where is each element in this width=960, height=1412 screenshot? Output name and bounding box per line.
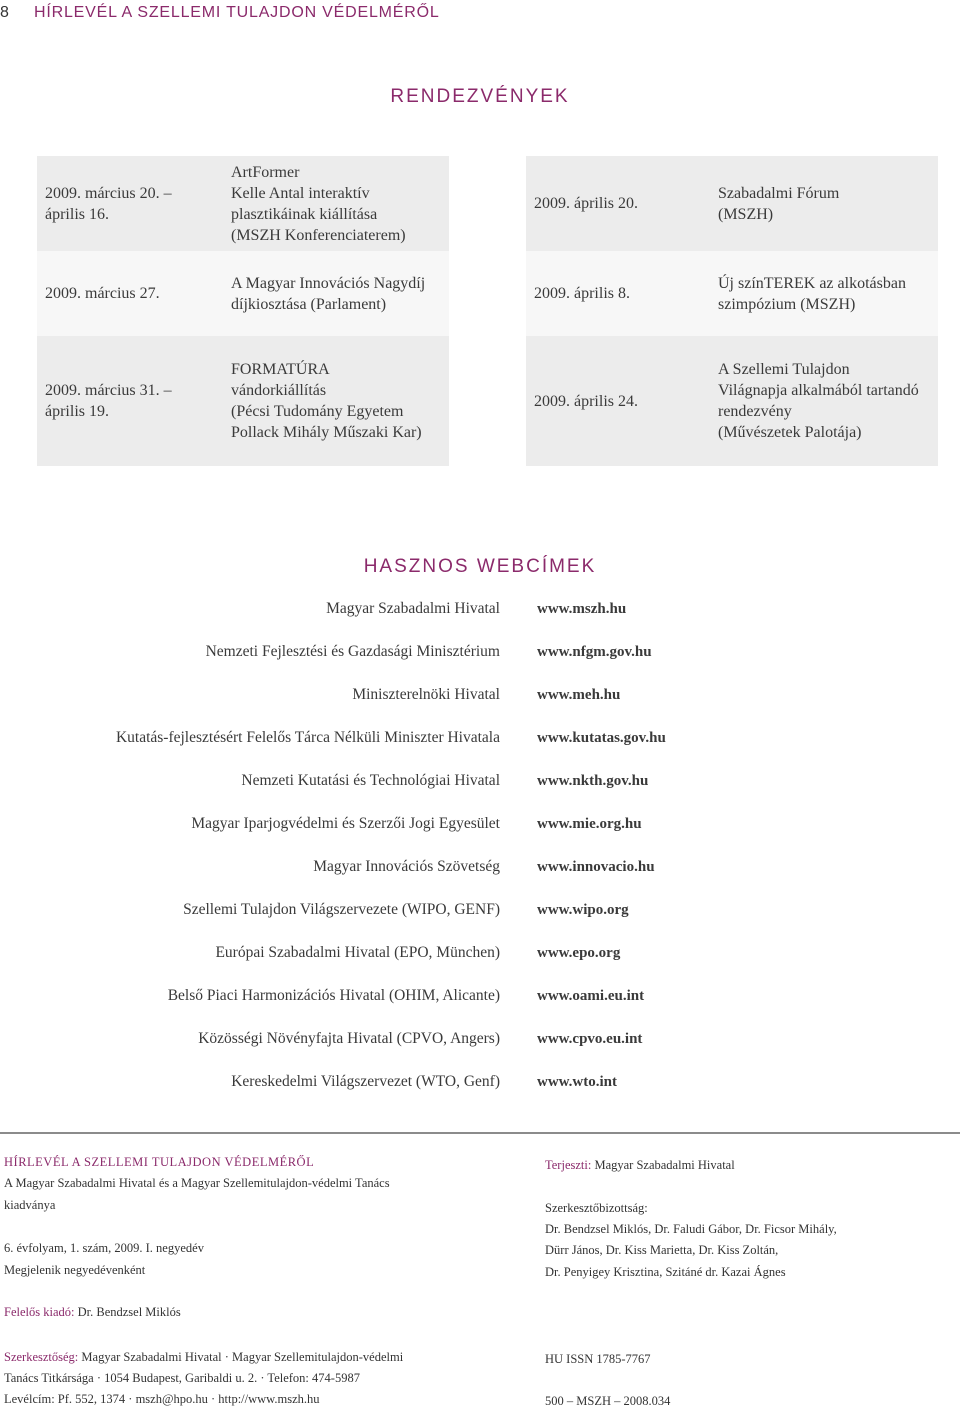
editorial-label: Szerkesztőség: (4, 1350, 79, 1364)
link-organization-name: Nemzeti Fejlesztési és Gazdasági Minisztérium (205, 643, 500, 660)
event-date-cell (37, 336, 217, 466)
distributor-value: Magyar Szabadalmi Hivatal (594, 1158, 735, 1172)
footer-title: HÍRLEVÉL A SZELLEMI TULAJDON VÉDELMÉRŐL (4, 1155, 315, 1169)
footer-distributor (545, 1155, 735, 1176)
event-desc-cell (706, 156, 938, 251)
link-organization-name: Magyar Szabadalmi Hivatal (326, 600, 500, 617)
link-organization-name: Közösségi Növényfajta Hivatal (CPVO, Angers) (198, 1030, 500, 1047)
event-desc-cell (217, 336, 449, 466)
footer-editorial-contact: Levélcím: Pf. 552, 1374 · mszh@hpo.hu · http://www.mszh.hu (4, 1392, 320, 1406)
event-description: A Szellemi Tulajdon Világnapja alkalmából tartandó rendezvény (Művészetek Palotája) (718, 361, 919, 441)
link-organization-name: Magyar Innovációs Szövetség (313, 858, 500, 875)
event-description: FORMATÚRA vándorkiállítás (Pécsi Tudomány Egyetem Pollack Mihály Műszaki Kar) (231, 361, 422, 441)
event-date-cell (37, 251, 217, 336)
publication-header: HÍRLEVÉL A SZELLEMI TULAJDON VÉDELMÉRŐL (34, 4, 440, 21)
link-organization-name: Nemzeti Kutatási és Technológiai Hivatal (241, 772, 500, 789)
footer-publisher: A Magyar Szabadalmi Hivatal és a Magyar Szellemitulajdon-védelmi Tanács (4, 1176, 390, 1190)
event-date-cell (526, 251, 706, 336)
issn: HU ISSN 1785-7767 (545, 1352, 651, 1366)
link-url[interactable]: www.nkth.gov.hu (537, 773, 649, 789)
footer-publisher-cont: kiadványa (4, 1198, 56, 1212)
board-label: Szerkesztőbizottság: (545, 1201, 648, 1215)
link-url[interactable]: www.cpvo.eu.int (537, 1031, 643, 1047)
board-members-3: Dr. Penyigey Krisztina, Szitáné dr. Kazai Ágnes (545, 1265, 786, 1279)
board-members-1: Dr. Bendzsel Miklós, Dr. Faludi Gábor, Dr. Ficsor Mihály, (545, 1222, 837, 1236)
links-heading: HASZNOS WEBCÍMEK (363, 556, 597, 577)
event-description: Új színTEREK az alkotásban szimpózium (MSZH) (718, 274, 906, 313)
link-organization-name: Kutatás-fejlesztésért Felelős Tárca Nélküli Miniszter Hivatala (115, 729, 500, 746)
event-date: 2009. április 24. (534, 392, 638, 410)
event-desc-cell (706, 251, 938, 336)
footer-responsible (4, 1302, 181, 1323)
footer-editorial-address: Tanács Titkársága · 1054 Budapest, Garibaldi u. 2. · Telefon: 474-5987 (4, 1371, 360, 1385)
events-heading: RENDEZVÉNYEK (390, 86, 570, 107)
print-info: 500 – MSZH – 2008.034 (545, 1394, 671, 1408)
event-description: Szabadalmi Fórum (MSZH) (718, 184, 840, 223)
event-date: 2009. április 8. (534, 285, 630, 302)
responsible-label: Felelős kiadó: (4, 1305, 75, 1319)
link-url[interactable]: www.mie.org.hu (537, 816, 642, 832)
link-url[interactable]: www.kutatas.gov.hu (537, 730, 666, 746)
event-date-cell (526, 336, 706, 466)
event-date: 2009. április 20. (534, 195, 638, 212)
link-url[interactable]: www.innovacio.hu (537, 859, 655, 875)
distributor-label: Terjeszti: (545, 1158, 592, 1172)
event-date: 2009. március 20. – április 16. (45, 184, 172, 223)
footer-volume: 6. évfolyam, 1. szám, 2009. I. negyedév (4, 1241, 204, 1255)
footer-editorial (4, 1347, 403, 1368)
event-date-cell (526, 156, 706, 251)
link-url[interactable]: www.oami.eu.int (537, 988, 645, 1004)
event-desc-cell (217, 156, 449, 251)
link-organization-name: Belső Piaci Harmonizációs Hivatal (OHIM, Alicante) (167, 987, 500, 1004)
link-url[interactable]: www.epo.org (537, 945, 621, 961)
event-date: 2009. március 27. (45, 285, 160, 302)
link-organization-name: Miniszterelnöki Hivatal (352, 686, 500, 703)
event-description: ArtFormer Kelle Antal interaktív plasztikáinak kiállítása (MSZH Konferenciaterem) (231, 163, 406, 244)
link-url[interactable]: www.meh.hu (537, 687, 621, 703)
event-date: 2009. március 31. – április 19. (45, 382, 172, 420)
event-desc-cell (706, 336, 938, 466)
event-desc-cell (217, 251, 449, 336)
footer-frequency: Megjelenik negyedévenként (4, 1263, 146, 1277)
page-number: 8 (0, 4, 9, 21)
link-url[interactable]: www.wto.int (537, 1074, 618, 1090)
link-organization-name: Kereskedelmi Világszervezet (WTO, Genf) (231, 1073, 500, 1090)
link-organization-name: Európai Szabadalmi Hivatal (EPO, München) (215, 944, 500, 961)
link-organization-name: Magyar Iparjogvédelmi és Szerzői Jogi Egyesület (191, 815, 500, 832)
link-organization-name: Szellemi Tulajdon Világszervezete (WIPO, GENF) (183, 901, 500, 918)
event-description: A Magyar Innovációs Nagydíj díjkiosztása (Parlament) (231, 274, 426, 313)
link-url[interactable]: www.wipo.org (537, 902, 629, 918)
footer-divider (0, 1132, 960, 1134)
event-date-cell (37, 156, 217, 251)
link-url[interactable]: www.mszh.hu (537, 601, 627, 617)
responsible-value: Dr. Bendzsel Miklós (77, 1305, 181, 1319)
board-members-2: Dürr János, Dr. Kiss Marietta, Dr. Kiss Zoltán, (545, 1243, 779, 1257)
link-url[interactable]: www.nfgm.gov.hu (537, 644, 652, 660)
editorial-value: Magyar Szabadalmi Hivatal · Magyar Szellemitulajdon-védelmi (81, 1350, 404, 1364)
